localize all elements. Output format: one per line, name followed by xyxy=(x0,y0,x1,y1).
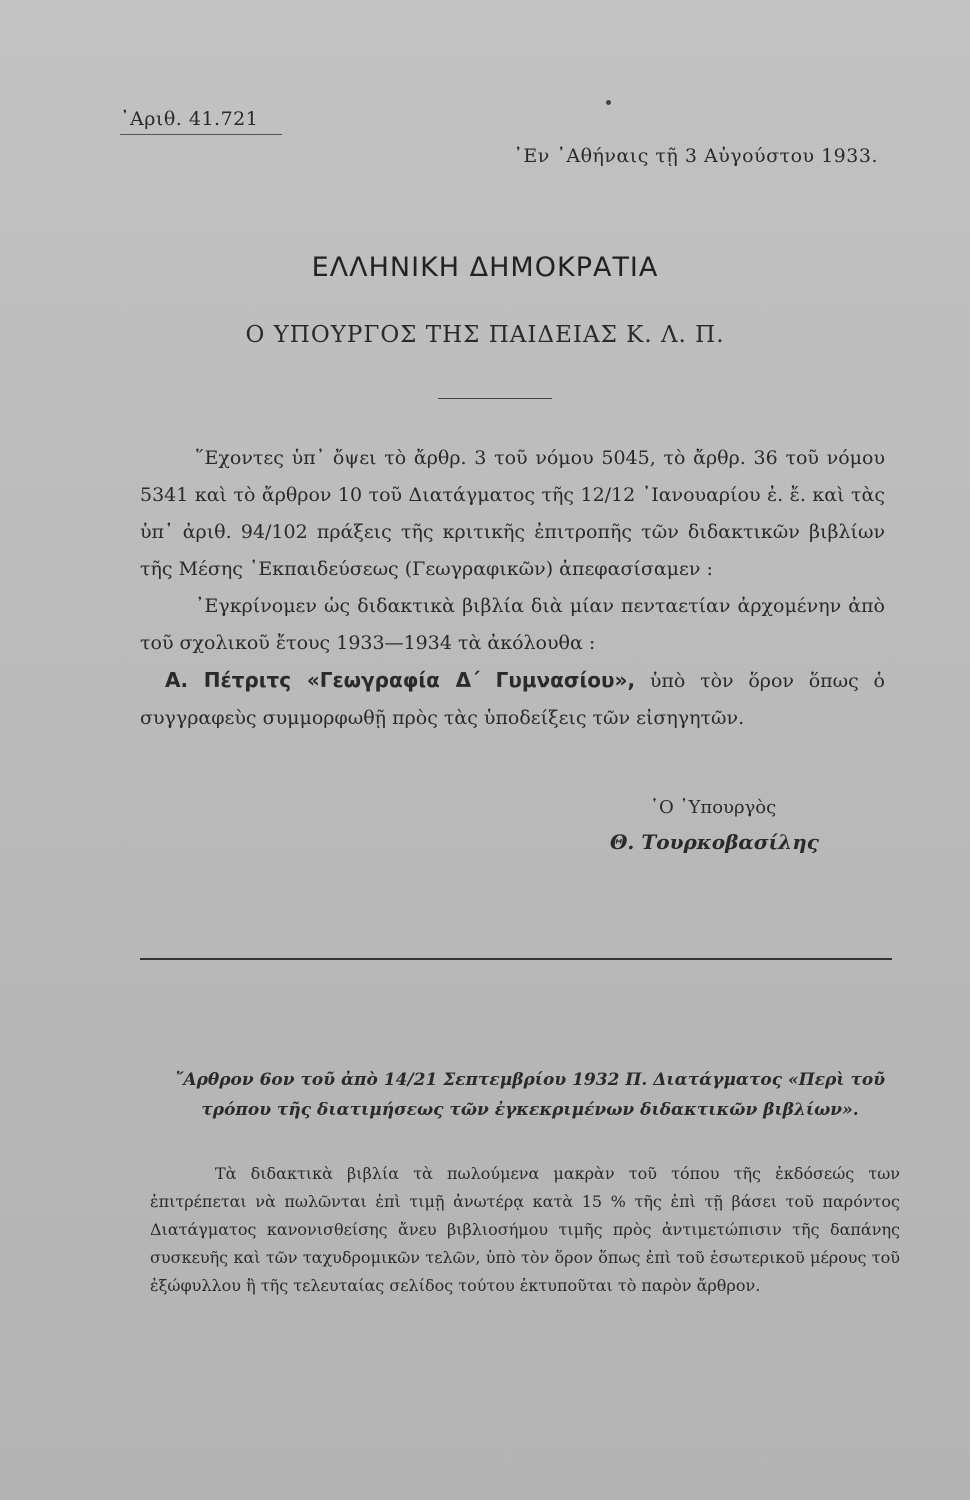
decree-heading: ῎Αρθρον 6ον τοῦ ἀπὸ 14/21 Σεπτεμβρίου 1932 Π. Διατάγματος «Περὶ τοῦ τρόπου τῆς διατιμήσεως τῶν ἐγκεκριμένων διδακτικῶν βιβλίων». xyxy=(174,1070,886,1120)
long-divider xyxy=(140,958,892,960)
decree-text xyxy=(150,1160,900,1300)
dateline: ᾿Εν ᾿Αθήναις τῇ 3 Αὐγούστου 1933. xyxy=(513,145,878,167)
decision-paragraph-2: ᾿Εγκρίνομεν ὡς διδακτικὰ βιβλία διὰ μίαν πενταετίαν ἀρχομένην ἀπὸ τοῦ σχολικοῦ ἔτους 1933—1934 τὰ ἀκόλουθα : xyxy=(140,595,885,654)
approved-entry xyxy=(140,662,885,737)
signature-name: Θ. Τουρκοβασίλης xyxy=(610,830,819,854)
decree-paragraph: Τὰ διδακτικὰ βιβλία τὰ πωλούμενα μακρὰν τοῦ τόπου τῆς ἐκδόσεώς των ἐπιτρέπεται νὰ πωλῶνται ἐπὶ τιμῇ ἀνωτέρᾳ κατὰ 15 % τῆς ἐπὶ τῇ βάσει τοῦ παρόντος Διατάγματος κανονισθείσης ἄνευ βιβλιοσήμου τιμῆς πρὸς ἀντιμετώπισιν τῆς δαπάνης συσκευῆς καὶ τῶν ταχυδρομικῶν τελῶν, ὑπὸ τὸν ὅρον ὅπως ἐπὶ τοῦ ἐσωτερικοῦ μέρους τοῦ ἐξώφυλλου ἢ τῆς τελευταίας σελίδος τούτου ἐκτυποῦται τὸ παρὸν ἄρθρον. xyxy=(150,1164,900,1295)
decision-paragraph-1: ῞Εχοντες ὑπ᾿ ὄψει τὸ ἄρθρ. 3 τοῦ νόμου 5045, τὸ ἄρθρ. 36 τοῦ νόμου 5341 καὶ τὸ ἄρθρον 10 τοῦ Διατάγματος τῆς 12/12 ᾿Ιανουαρίου ἐ. ἔ. καὶ τὰς ὑπ᾿ ἀριθ. 94/102 πράξεις τῆς κριτικῆς ἐπιτροπῆς τῶν διδακτικῶν βιβλίων τῆς Μέσης ᾿Εκπαιδεύσεως (Γεωγραφικῶν) ἀπεφασίσαμεν : xyxy=(140,447,885,580)
approved-book-title: Α. Πέτριτς «Γεωγραφία Δ΄ Γυμνασίου», xyxy=(165,668,636,692)
decision-body xyxy=(140,440,885,737)
republic-heading: ΕΛΛΗΝΙΚΗ ΔΗΜΟΚΡΑΤΙΑ xyxy=(311,252,659,283)
signature-role: ῾Ο ῾Υπουργὸς xyxy=(650,797,777,818)
ink-dot xyxy=(606,100,611,105)
approved-entry-condition: ὑπὸ τὸν ὅρον ὅπως ὁ συγγραφεὺς συμμορφωθῇ πρὸς τὰς ὑποδείξεις τῶν εἰσηγητῶν. xyxy=(140,670,885,729)
short-divider xyxy=(438,398,552,399)
minister-heading: Ο ΥΠΟΥΡΓΟΣ ΤΗΣ ΠΑΙΔΕΙΑΣ Κ. Λ. Π. xyxy=(245,322,725,348)
reference-number: ᾿Αριθ. 41.721 xyxy=(120,108,282,135)
